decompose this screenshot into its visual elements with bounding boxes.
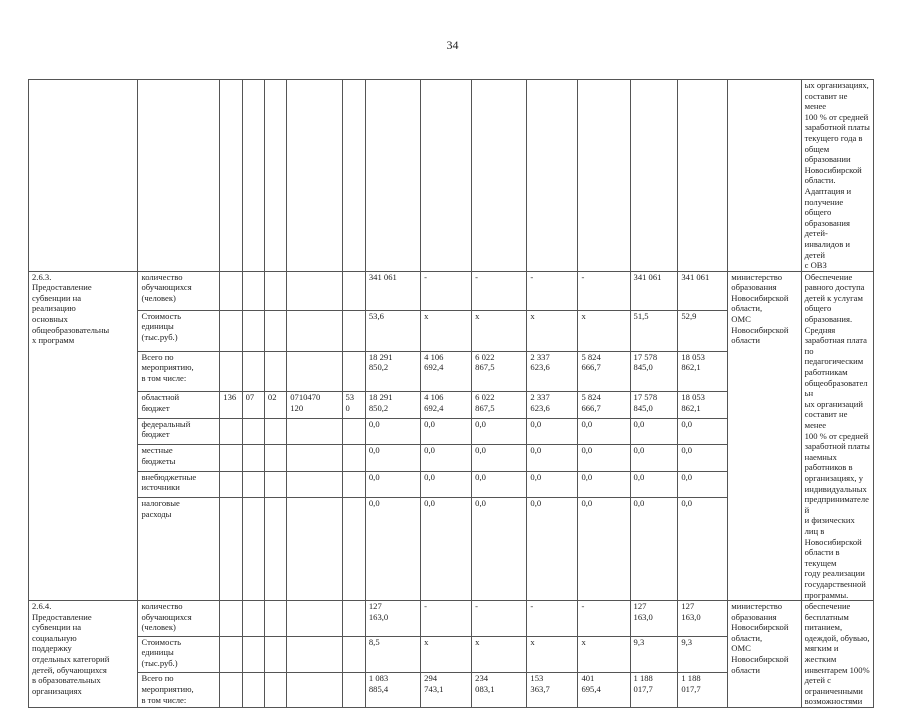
row-label: количество обучающихся (человек) xyxy=(138,271,220,310)
page-number: 34 xyxy=(446,38,459,52)
value-quarter-3: 2 337 623,6 xyxy=(527,392,578,419)
budget-code-c1 xyxy=(220,636,242,673)
budget-code-c2 xyxy=(242,471,264,498)
budget-code-c3 xyxy=(264,498,286,601)
value-quarter-1: 0,0 xyxy=(421,445,472,472)
value-quarter-3: 0,0 xyxy=(527,498,578,601)
budget-code-c1 xyxy=(220,498,242,601)
budget-code-c2 xyxy=(242,445,264,472)
value-quarter-2: - xyxy=(472,271,527,310)
measure-title: 2.6.4. Предоставление субвенции на социальную поддержку отдельных категорий детей, обучающихся в образовательных организациях xyxy=(29,601,138,708)
value-quarter-4: 0,0 xyxy=(578,445,630,472)
value-year-3: 0,0 xyxy=(678,445,728,472)
value-year-3: 127 163,0 xyxy=(678,601,728,637)
budget-code-c2 xyxy=(242,636,264,673)
value-quarter-3: х xyxy=(527,310,578,351)
row-label: количество обучающихся (человек) xyxy=(138,601,220,637)
budget-code-c2 xyxy=(242,351,264,392)
value-total: 341 061 xyxy=(365,271,420,310)
budget-code-c1 xyxy=(220,445,242,472)
value-quarter-4: 0,0 xyxy=(578,418,630,445)
budget-code-c4: 0710470 120 xyxy=(287,392,342,419)
value-year-2: 17 578 845,0 xyxy=(630,351,678,392)
value-quarter-4: х xyxy=(578,636,630,673)
table-row-continued xyxy=(29,80,874,272)
budget-code-c1 xyxy=(220,471,242,498)
budget-code-c3: 02 xyxy=(264,392,286,419)
value-year-2: 17 578 845,0 xyxy=(630,392,678,419)
expected-result: Обеспечение равного доступа детей к услугам общего образования. Средняя заработная плата по педагогическим работникам общеобразовательн ых организаций составит не менее 100 % от средней заработной платы наемных работников в организациях, у индивидуальных предпринимателей и физических лиц в Новосибирской области в текущем году реализации государственной программы. xyxy=(801,271,873,600)
budget-code-c1 xyxy=(220,418,242,445)
value-quarter-4: 5 824 666,7 xyxy=(578,392,630,419)
value-year-3: 18 053 862,1 xyxy=(678,392,728,419)
value-total: 0,0 xyxy=(365,498,420,601)
executor: министерство образования Новосибирской области, ОМС Новосибирской области xyxy=(728,601,801,708)
value-year-3: 0,0 xyxy=(678,471,728,498)
value-quarter-1: 0,0 xyxy=(421,418,472,445)
value-quarter-2: 0,0 xyxy=(472,445,527,472)
result-cell-continued: ых организациях, составит не менее 100 % от средней заработной платы текущего года в общем образовании Новосибирской области. Адаптация и получение общего образования детей- инвалидов и детей с ОВЗ xyxy=(801,80,873,272)
budget-code-c4 xyxy=(287,418,342,445)
measure-title: 2.6.3. Предоставление субвенции на реализацию основных общеобразовательны х программ xyxy=(29,271,138,600)
value-quarter-2: 234 083,1 xyxy=(472,673,527,708)
value-quarter-3: 0,0 xyxy=(527,445,578,472)
budget-code-c3 xyxy=(264,636,286,673)
budget-code-c3 xyxy=(264,601,286,637)
value-quarter-1: - xyxy=(421,601,472,637)
value-quarter-4: 0,0 xyxy=(578,498,630,601)
value-total: 8,5 xyxy=(365,636,420,673)
budget-code-c4 xyxy=(287,498,342,601)
budget-code-c2 xyxy=(242,310,264,351)
budget-code-c5 xyxy=(342,636,365,673)
value-quarter-4: 0,0 xyxy=(578,471,630,498)
value-quarter-1: 4 106 692,4 xyxy=(421,351,472,392)
value-year-2: 51,5 xyxy=(630,310,678,351)
budget-code-c4 xyxy=(287,471,342,498)
value-quarter-3: 0,0 xyxy=(527,418,578,445)
budget-code-c2 xyxy=(242,418,264,445)
value-year-2: 0,0 xyxy=(630,418,678,445)
budget-code-c3 xyxy=(264,310,286,351)
budget-code-c3 xyxy=(264,445,286,472)
value-quarter-2: х xyxy=(472,310,527,351)
row-label: налоговые расходы xyxy=(138,498,220,601)
table-row xyxy=(29,271,874,310)
value-quarter-1: х xyxy=(421,636,472,673)
row-label: областной бюджет xyxy=(138,392,220,419)
budget-code-c3 xyxy=(264,418,286,445)
budget-code-c1 xyxy=(220,601,242,637)
budget-code-c5 xyxy=(342,445,365,472)
value-year-3: 1 188 017,7 xyxy=(678,673,728,708)
budget-code-c1 xyxy=(220,271,242,310)
budget-code-c1 xyxy=(220,673,242,708)
value-quarter-1: - xyxy=(421,271,472,310)
budget-code-c5: 53 0 xyxy=(342,392,365,419)
budget-code-c1: 136 xyxy=(220,392,242,419)
value-total: 53,6 xyxy=(365,310,420,351)
value-quarter-2: 0,0 xyxy=(472,498,527,601)
value-year-2: 0,0 xyxy=(630,471,678,498)
budget-code-c5 xyxy=(342,498,365,601)
budget-code-c5 xyxy=(342,601,365,637)
value-year-2: 127 163,0 xyxy=(630,601,678,637)
value-quarter-2: 6 022 867,5 xyxy=(472,392,527,419)
value-year-2: 0,0 xyxy=(630,445,678,472)
value-quarter-3: - xyxy=(527,601,578,637)
value-year-2: 9,3 xyxy=(630,636,678,673)
budget-code-c2 xyxy=(242,498,264,601)
value-quarter-1: 0,0 xyxy=(421,498,472,601)
value-year-3: 52,9 xyxy=(678,310,728,351)
value-quarter-2: 0,0 xyxy=(472,471,527,498)
value-year-3: 18 053 862,1 xyxy=(678,351,728,392)
value-quarter-2: - xyxy=(472,601,527,637)
value-quarter-2: х xyxy=(472,636,527,673)
budget-code-c4 xyxy=(287,445,342,472)
value-total: 18 291 850,2 xyxy=(365,351,420,392)
value-total: 0,0 xyxy=(365,418,420,445)
value-year-3: 341 061 xyxy=(678,271,728,310)
budget-code-c5 xyxy=(342,418,365,445)
budget-code-c4 xyxy=(287,636,342,673)
budget-code-c1 xyxy=(220,351,242,392)
budget-code-c4 xyxy=(287,310,342,351)
value-quarter-3: 2 337 623,6 xyxy=(527,351,578,392)
row-label: внебюджетные источники xyxy=(138,471,220,498)
budget-code-c5 xyxy=(342,351,365,392)
row-label: Стоимость единицы (тыс.руб.) xyxy=(138,310,220,351)
budget-code-c3 xyxy=(264,351,286,392)
row-label: федеральный бюджет xyxy=(138,418,220,445)
value-year-3: 9,3 xyxy=(678,636,728,673)
row-label: Всего по мероприятию, в том числе: xyxy=(138,351,220,392)
value-total: 0,0 xyxy=(365,471,420,498)
value-quarter-3: х xyxy=(527,636,578,673)
budget-code-c4 xyxy=(287,271,342,310)
value-year-2: 341 061 xyxy=(630,271,678,310)
row-label: Всего по мероприятию, в том числе: xyxy=(138,673,220,708)
expected-result: обеспечение бесплатным питанием, одеждой, обувью, мягким и жестким инвентарем 100% детей с ограниченными возможностями xyxy=(801,601,873,708)
value-total: 18 291 850,2 xyxy=(365,392,420,419)
budget-code-c2 xyxy=(242,601,264,637)
value-quarter-1: 4 106 692,4 xyxy=(421,392,472,419)
value-quarter-2: 0,0 xyxy=(472,418,527,445)
table-row xyxy=(29,601,874,637)
row-label: Стоимость единицы (тыс.руб.) xyxy=(138,636,220,673)
value-quarter-4: 5 824 666,7 xyxy=(578,351,630,392)
budget-code-c5 xyxy=(342,673,365,708)
value-quarter-2: 6 022 867,5 xyxy=(472,351,527,392)
value-quarter-3: 0,0 xyxy=(527,471,578,498)
value-quarter-1: х xyxy=(421,310,472,351)
value-year-2: 0,0 xyxy=(630,498,678,601)
value-total: 127 163,0 xyxy=(365,601,420,637)
value-quarter-3: 153 363,7 xyxy=(527,673,578,708)
executor: министерство образования Новосибирской области, ОМС Новосибирской области xyxy=(728,271,801,600)
value-quarter-4: 401 695,4 xyxy=(578,673,630,708)
value-quarter-4: - xyxy=(578,601,630,637)
budget-code-c3 xyxy=(264,271,286,310)
value-year-3: 0,0 xyxy=(678,498,728,601)
row-label: местные бюджеты xyxy=(138,445,220,472)
value-quarter-3: - xyxy=(527,271,578,310)
value-year-2: 1 188 017,7 xyxy=(630,673,678,708)
budget-code-c4 xyxy=(287,351,342,392)
measures-table xyxy=(28,79,874,708)
value-year-3: 0,0 xyxy=(678,418,728,445)
budget-code-c2 xyxy=(242,271,264,310)
budget-code-c2 xyxy=(242,673,264,708)
budget-code-c3 xyxy=(264,673,286,708)
value-quarter-4: - xyxy=(578,271,630,310)
budget-code-c5 xyxy=(342,310,365,351)
value-quarter-1: 0,0 xyxy=(421,471,472,498)
value-total: 0,0 xyxy=(365,445,420,472)
value-quarter-4: х xyxy=(578,310,630,351)
budget-code-c2: 07 xyxy=(242,392,264,419)
budget-code-c5 xyxy=(342,271,365,310)
value-quarter-1: 294 743,1 xyxy=(421,673,472,708)
budget-code-c1 xyxy=(220,310,242,351)
budget-code-c3 xyxy=(264,471,286,498)
budget-code-c5 xyxy=(342,471,365,498)
budget-code-c4 xyxy=(287,601,342,637)
budget-code-c4 xyxy=(287,673,342,708)
value-total: 1 083 885,4 xyxy=(365,673,420,708)
